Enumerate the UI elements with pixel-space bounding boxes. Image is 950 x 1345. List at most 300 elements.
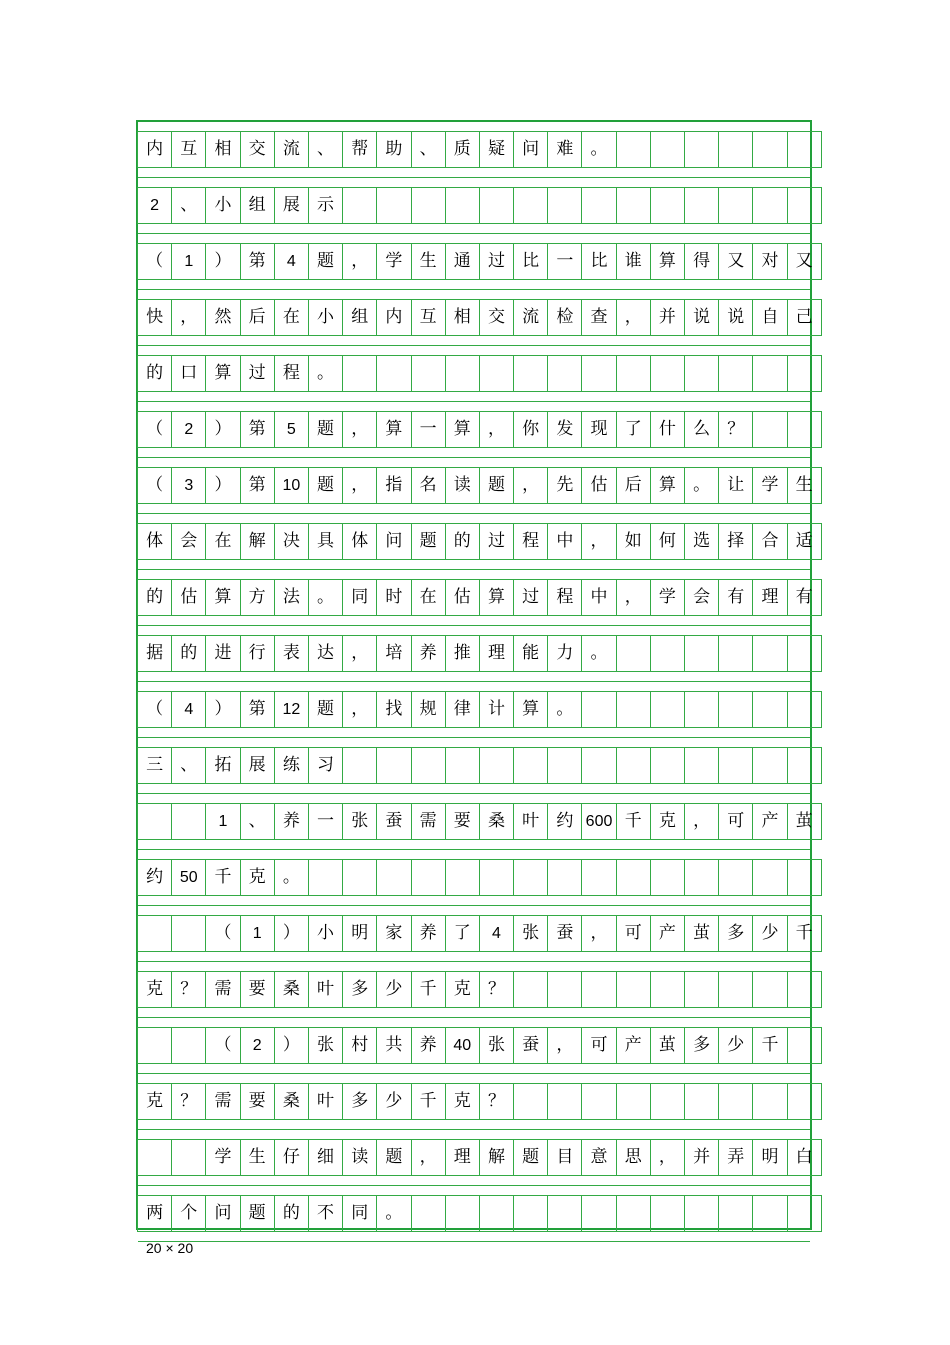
grid-cell: 算 xyxy=(513,691,548,728)
grid-cell: 理 xyxy=(752,579,787,616)
grid-cell: 读 xyxy=(342,1139,377,1176)
grid-cell: 题 xyxy=(308,243,343,280)
grid-cell: 、 xyxy=(411,131,446,168)
grid-cell xyxy=(684,747,719,784)
grid-cell: 1 xyxy=(205,803,240,840)
grid-cell: 组 xyxy=(342,299,377,336)
grid-cell: 展 xyxy=(240,747,275,784)
grid-cell: 然 xyxy=(205,299,240,336)
grid-cell xyxy=(616,1083,651,1120)
grid-cell xyxy=(616,635,651,672)
grid-cell xyxy=(445,355,480,392)
grid-cell: 学 xyxy=(376,243,411,280)
grid-cell: 有 xyxy=(787,579,822,616)
grid-cell: 过 xyxy=(513,579,548,616)
grid-cell xyxy=(718,187,753,224)
grid-cell: 需 xyxy=(205,1083,240,1120)
grid-cell: 思 xyxy=(616,1139,651,1176)
grid-cell: 估 xyxy=(445,579,480,616)
row-spacer-line xyxy=(138,569,810,570)
grid-cell: 交 xyxy=(479,299,514,336)
grid-cell xyxy=(445,747,480,784)
grid-cell: （ xyxy=(205,915,240,952)
grid-cell: 张 xyxy=(308,1027,343,1064)
grid-cell xyxy=(616,691,651,728)
grid-row xyxy=(138,131,822,168)
grid-cell: 小 xyxy=(308,299,343,336)
grid-cell: 叶 xyxy=(308,971,343,1008)
grid-row xyxy=(138,1139,822,1176)
grid-cell xyxy=(752,747,787,784)
grid-cell xyxy=(752,131,787,168)
grid-cell: ， xyxy=(684,803,719,840)
grid-cell: 要 xyxy=(445,803,480,840)
grid-cell xyxy=(616,355,651,392)
grid-cell: 小 xyxy=(205,187,240,224)
row-spacer-line xyxy=(138,1241,810,1242)
grid-cell xyxy=(752,1083,787,1120)
grid-cell: 养 xyxy=(411,635,446,672)
grid-cell: 第 xyxy=(240,243,275,280)
grid-cell: 学 xyxy=(205,1139,240,1176)
grid-cell: 适 xyxy=(787,523,822,560)
grid-cell: 体 xyxy=(137,523,172,560)
grid-row xyxy=(138,971,822,1008)
grid-cell xyxy=(376,859,411,896)
grid-cell: 进 xyxy=(205,635,240,672)
grid-cell xyxy=(650,859,685,896)
row-spacer-line xyxy=(138,961,810,962)
grid-cell xyxy=(650,691,685,728)
grid-cell: 。 xyxy=(547,691,582,728)
grid-cell xyxy=(513,747,548,784)
grid-cell xyxy=(581,355,616,392)
grid-cell xyxy=(342,859,377,896)
grid-cell: 决 xyxy=(274,523,309,560)
grid-cell xyxy=(342,747,377,784)
grid-cell: ？ xyxy=(479,971,514,1008)
grid-cell: 互 xyxy=(411,299,446,336)
grid-cell: 的 xyxy=(171,635,206,672)
grid-cell xyxy=(718,131,753,168)
grid-cell: 在 xyxy=(411,579,446,616)
grid-cell: 习 xyxy=(308,747,343,784)
grid-cell: 千 xyxy=(205,859,240,896)
grid-cell: 村 xyxy=(342,1027,377,1064)
grid-cell: 理 xyxy=(479,635,514,672)
grid-cell: 指 xyxy=(376,467,411,504)
grid-cell: 快 xyxy=(137,299,172,336)
grid-cell: 说 xyxy=(718,299,753,336)
grid-cell xyxy=(513,355,548,392)
grid-cell: ， xyxy=(342,243,377,280)
row-spacer-line xyxy=(138,233,810,234)
grid-cell: 少 xyxy=(376,971,411,1008)
row-spacer-line xyxy=(138,177,810,178)
grid-cell: 、 xyxy=(240,803,275,840)
grid-cell: 内 xyxy=(376,299,411,336)
grid-cell: 第 xyxy=(240,467,275,504)
grid-cell: 约 xyxy=(137,859,172,896)
grid-cell: 。 xyxy=(684,467,719,504)
grid-cell: 相 xyxy=(205,131,240,168)
row-spacer-line xyxy=(138,681,810,682)
grid-cell xyxy=(547,747,582,784)
grid-cell: 不 xyxy=(308,1195,343,1232)
grid-cell xyxy=(650,355,685,392)
grid-cell: ， xyxy=(650,1139,685,1176)
grid-cell: 有 xyxy=(718,579,753,616)
grid-cell: 会 xyxy=(684,579,719,616)
grid-cell: 题 xyxy=(308,467,343,504)
grid-cell: 题 xyxy=(513,1139,548,1176)
grid-row xyxy=(138,747,822,784)
grid-cell: 程 xyxy=(513,523,548,560)
grid-cell: 600 xyxy=(581,803,616,840)
grid-cell: 力 xyxy=(547,635,582,672)
grid-cell: 算 xyxy=(205,355,240,392)
grid-cell xyxy=(376,747,411,784)
grid-cell: 据 xyxy=(137,635,172,672)
grid-cell: 第 xyxy=(240,411,275,448)
grid-cell xyxy=(684,1083,719,1120)
grid-cell: 题 xyxy=(479,467,514,504)
grid-cell: 桑 xyxy=(274,971,309,1008)
grid-cell: 千 xyxy=(616,803,651,840)
grid-cell xyxy=(616,131,651,168)
grid-cell: 克 xyxy=(137,1083,172,1120)
grid-cell xyxy=(171,803,206,840)
grid-cell: 名 xyxy=(411,467,446,504)
grid-cell xyxy=(445,187,480,224)
grid-cell xyxy=(684,355,719,392)
grid-cell: 仔 xyxy=(274,1139,309,1176)
grid-cell xyxy=(752,187,787,224)
grid-cell: 流 xyxy=(274,131,309,168)
grid-cell xyxy=(342,187,377,224)
grid-cell: 克 xyxy=(650,803,685,840)
grid-cell: 估 xyxy=(171,579,206,616)
grid-cell xyxy=(479,859,514,896)
grid-cell: 可 xyxy=(616,915,651,952)
grid-cell: 张 xyxy=(513,915,548,952)
grid-cell: 同 xyxy=(342,579,377,616)
grid-cell: 可 xyxy=(718,803,753,840)
grid-cell: 检 xyxy=(547,299,582,336)
grid-cell: 明 xyxy=(752,1139,787,1176)
grid-cell: ？ xyxy=(171,1083,206,1120)
grid-cell: 过 xyxy=(479,243,514,280)
grid-cell: 口 xyxy=(171,355,206,392)
grid-cell: ） xyxy=(274,1027,309,1064)
grid-cell xyxy=(718,1083,753,1120)
grid-cell xyxy=(787,187,822,224)
grid-cell: 通 xyxy=(445,243,480,280)
row-spacer-line xyxy=(138,513,810,514)
grid-cell: ） xyxy=(274,915,309,952)
grid-cell xyxy=(718,691,753,728)
grid-cell: 产 xyxy=(752,803,787,840)
grid-cell: 弄 xyxy=(718,1139,753,1176)
grid-row xyxy=(138,579,822,616)
grid-cell: ， xyxy=(171,299,206,336)
grid-cell xyxy=(547,1195,582,1232)
grid-cell xyxy=(616,187,651,224)
grid-cell: 何 xyxy=(650,523,685,560)
grid-cell: 如 xyxy=(616,523,651,560)
grid-cell xyxy=(411,355,446,392)
grid-cell: 选 xyxy=(684,523,719,560)
grid-cell: 明 xyxy=(342,915,377,952)
grid-cell: ） xyxy=(205,243,240,280)
grid-cell xyxy=(513,1195,548,1232)
grid-cell: 。 xyxy=(581,635,616,672)
grid-row xyxy=(138,803,822,840)
grid-cell xyxy=(718,747,753,784)
grid-cell: 并 xyxy=(650,299,685,336)
grid-cell xyxy=(581,971,616,1008)
grid-cell: 4 xyxy=(479,915,514,952)
grid-cell: 在 xyxy=(274,299,309,336)
row-spacer-line xyxy=(138,289,810,290)
grid-cell: ， xyxy=(616,299,651,336)
grid-cell: 交 xyxy=(240,131,275,168)
row-spacer-line xyxy=(138,1073,810,1074)
grid-cell: 5 xyxy=(274,411,309,448)
grid-cell xyxy=(787,411,822,448)
grid-cell: ， xyxy=(581,915,616,952)
grid-cell xyxy=(411,859,446,896)
grid-cell xyxy=(650,131,685,168)
grid-cell: 的 xyxy=(274,1195,309,1232)
grid-cell xyxy=(718,635,753,672)
grid-row xyxy=(138,1195,822,1232)
grid-cell: 3 xyxy=(171,467,206,504)
grid-row xyxy=(138,299,822,336)
grid-cell: 示 xyxy=(308,187,343,224)
grid-cell: 养 xyxy=(274,803,309,840)
grid-cell: 了 xyxy=(616,411,651,448)
grid-cell xyxy=(547,355,582,392)
grid-cell xyxy=(684,131,719,168)
grid-cell xyxy=(650,1083,685,1120)
grid-cell: 法 xyxy=(274,579,309,616)
grid-cell xyxy=(787,1083,822,1120)
grid-cell xyxy=(547,187,582,224)
grid-cell: 培 xyxy=(376,635,411,672)
grid-cell: 拓 xyxy=(205,747,240,784)
grid-cell: 找 xyxy=(376,691,411,728)
grid-cell: 行 xyxy=(240,635,275,672)
grid-cell: 要 xyxy=(240,971,275,1008)
grid-cell xyxy=(650,971,685,1008)
grid-cell: 10 xyxy=(274,467,309,504)
grid-cell: 多 xyxy=(342,1083,377,1120)
grid-cell xyxy=(718,859,753,896)
grid-cell: 程 xyxy=(547,579,582,616)
grid-cell: ） xyxy=(205,467,240,504)
grid-cell: 助 xyxy=(376,131,411,168)
grid-cell: 理 xyxy=(445,1139,480,1176)
grid-cell: 白 xyxy=(787,1139,822,1176)
grid-cell xyxy=(752,635,787,672)
grid-cell xyxy=(650,747,685,784)
grid-cell: 少 xyxy=(718,1027,753,1064)
grid-row xyxy=(138,1083,822,1120)
row-spacer-line xyxy=(138,737,810,738)
grid-cell: 桑 xyxy=(479,803,514,840)
grid-cell xyxy=(137,1027,172,1064)
grid-cell: 家 xyxy=(376,915,411,952)
grid-cell: 算 xyxy=(479,579,514,616)
grid-cell: 规 xyxy=(411,691,446,728)
grid-cell xyxy=(513,1083,548,1120)
grid-cell: 又 xyxy=(718,243,753,280)
row-spacer-line xyxy=(138,793,810,794)
grid-cell: 克 xyxy=(137,971,172,1008)
grid-row xyxy=(138,355,822,392)
grid-cell: 流 xyxy=(513,299,548,336)
grid-cell: 一 xyxy=(308,803,343,840)
grid-cell: 茧 xyxy=(650,1027,685,1064)
grid-cell: 择 xyxy=(718,523,753,560)
grid-cell: 、 xyxy=(308,131,343,168)
grid-cell: 帮 xyxy=(342,131,377,168)
grid-cell: 算 xyxy=(445,411,480,448)
grid-cell: 产 xyxy=(616,1027,651,1064)
grid-cell: 谁 xyxy=(616,243,651,280)
grid-cell: 意 xyxy=(581,1139,616,1176)
grid-cell: 多 xyxy=(684,1027,719,1064)
grid-cell: 1 xyxy=(240,915,275,952)
grid-cell xyxy=(411,747,446,784)
grid-cell: 养 xyxy=(411,1027,446,1064)
grid-cell xyxy=(308,859,343,896)
grid-cell xyxy=(411,1195,446,1232)
grid-cell xyxy=(581,1195,616,1232)
grid-cell: 少 xyxy=(376,1083,411,1120)
grid-cell: 共 xyxy=(376,1027,411,1064)
grid-cell: 克 xyxy=(240,859,275,896)
grid-cell: 中 xyxy=(581,579,616,616)
grid-cell: 小 xyxy=(308,915,343,952)
grid-cell: 生 xyxy=(787,467,822,504)
grid-cell xyxy=(342,355,377,392)
grid-cell: 后 xyxy=(240,299,275,336)
grid-size-label: 20 × 20 xyxy=(146,1240,194,1256)
grid-cell: 叶 xyxy=(308,1083,343,1120)
grid-cell xyxy=(171,915,206,952)
row-spacer-line xyxy=(138,401,810,402)
grid-cell: 过 xyxy=(240,355,275,392)
grid-cell xyxy=(137,915,172,952)
grid-cell: 。 xyxy=(274,859,309,896)
grid-cell xyxy=(616,859,651,896)
grid-cell: ？ xyxy=(479,1083,514,1120)
grid-cell: 得 xyxy=(684,243,719,280)
grid-cell: 发 xyxy=(547,411,582,448)
grid-cell: 解 xyxy=(240,523,275,560)
grid-cell: ， xyxy=(342,467,377,504)
grid-cell: 什 xyxy=(650,411,685,448)
grid-cell: 生 xyxy=(411,243,446,280)
grid-cell: 一 xyxy=(547,243,582,280)
grid-cell: 千 xyxy=(411,1083,446,1120)
grid-cell xyxy=(376,187,411,224)
grid-cell xyxy=(684,859,719,896)
grid-cell: 千 xyxy=(787,915,822,952)
grid-cell xyxy=(616,1195,651,1232)
grid-row xyxy=(138,1027,822,1064)
grid-cell: 千 xyxy=(752,1027,787,1064)
grid-cell xyxy=(513,971,548,1008)
grid-cell xyxy=(752,355,787,392)
grid-cell: 己 xyxy=(787,299,822,336)
grid-cell: 。 xyxy=(308,355,343,392)
grid-cell: 具 xyxy=(308,523,343,560)
grid-cell xyxy=(787,691,822,728)
grid-cell: 程 xyxy=(274,355,309,392)
grid-cell xyxy=(616,971,651,1008)
grid-cell: 质 xyxy=(445,131,480,168)
grid-cell xyxy=(787,131,822,168)
row-spacer-line xyxy=(138,1129,810,1130)
grid-cell xyxy=(581,187,616,224)
grid-cell: 达 xyxy=(308,635,343,672)
grid-cell: 生 xyxy=(240,1139,275,1176)
grid-cell: ） xyxy=(205,411,240,448)
grid-cell: 题 xyxy=(411,523,446,560)
grid-row xyxy=(138,243,822,280)
grid-cell: 学 xyxy=(752,467,787,504)
row-spacer-line xyxy=(138,345,810,346)
grid-cell: ， xyxy=(581,523,616,560)
grid-cell xyxy=(752,1195,787,1232)
grid-cell: 算 xyxy=(650,467,685,504)
grid-cell: 克 xyxy=(445,971,480,1008)
grid-cell: 难 xyxy=(547,131,582,168)
grid-cell: 疑 xyxy=(479,131,514,168)
grid-cell: 。 xyxy=(581,131,616,168)
grid-cell xyxy=(787,971,822,1008)
row-spacer-line xyxy=(138,625,810,626)
grid-cell: 又 xyxy=(787,243,822,280)
grid-cell: 的 xyxy=(445,523,480,560)
grid-cell: 多 xyxy=(342,971,377,1008)
grid-cell: ， xyxy=(513,467,548,504)
grid-cell: 了 xyxy=(445,915,480,952)
grid-cell: 推 xyxy=(445,635,480,672)
grid-cell xyxy=(718,971,753,1008)
grid-row xyxy=(138,859,822,896)
grid-cell: 后 xyxy=(616,467,651,504)
grid-cell: 读 xyxy=(445,467,480,504)
grid-cell xyxy=(581,747,616,784)
grid-cell xyxy=(479,1195,514,1232)
grid-cell: 计 xyxy=(479,691,514,728)
grid-cell: （ xyxy=(137,691,172,728)
grid-cell xyxy=(752,859,787,896)
grid-cell: 4 xyxy=(171,691,206,728)
grid-cell: ？ xyxy=(171,971,206,1008)
grid-cell: 组 xyxy=(240,187,275,224)
grid-row xyxy=(138,523,822,560)
grid-cell: （ xyxy=(137,243,172,280)
grid-cell xyxy=(752,691,787,728)
grid-row xyxy=(138,411,822,448)
grid-cell xyxy=(684,635,719,672)
grid-cell: 桑 xyxy=(274,1083,309,1120)
